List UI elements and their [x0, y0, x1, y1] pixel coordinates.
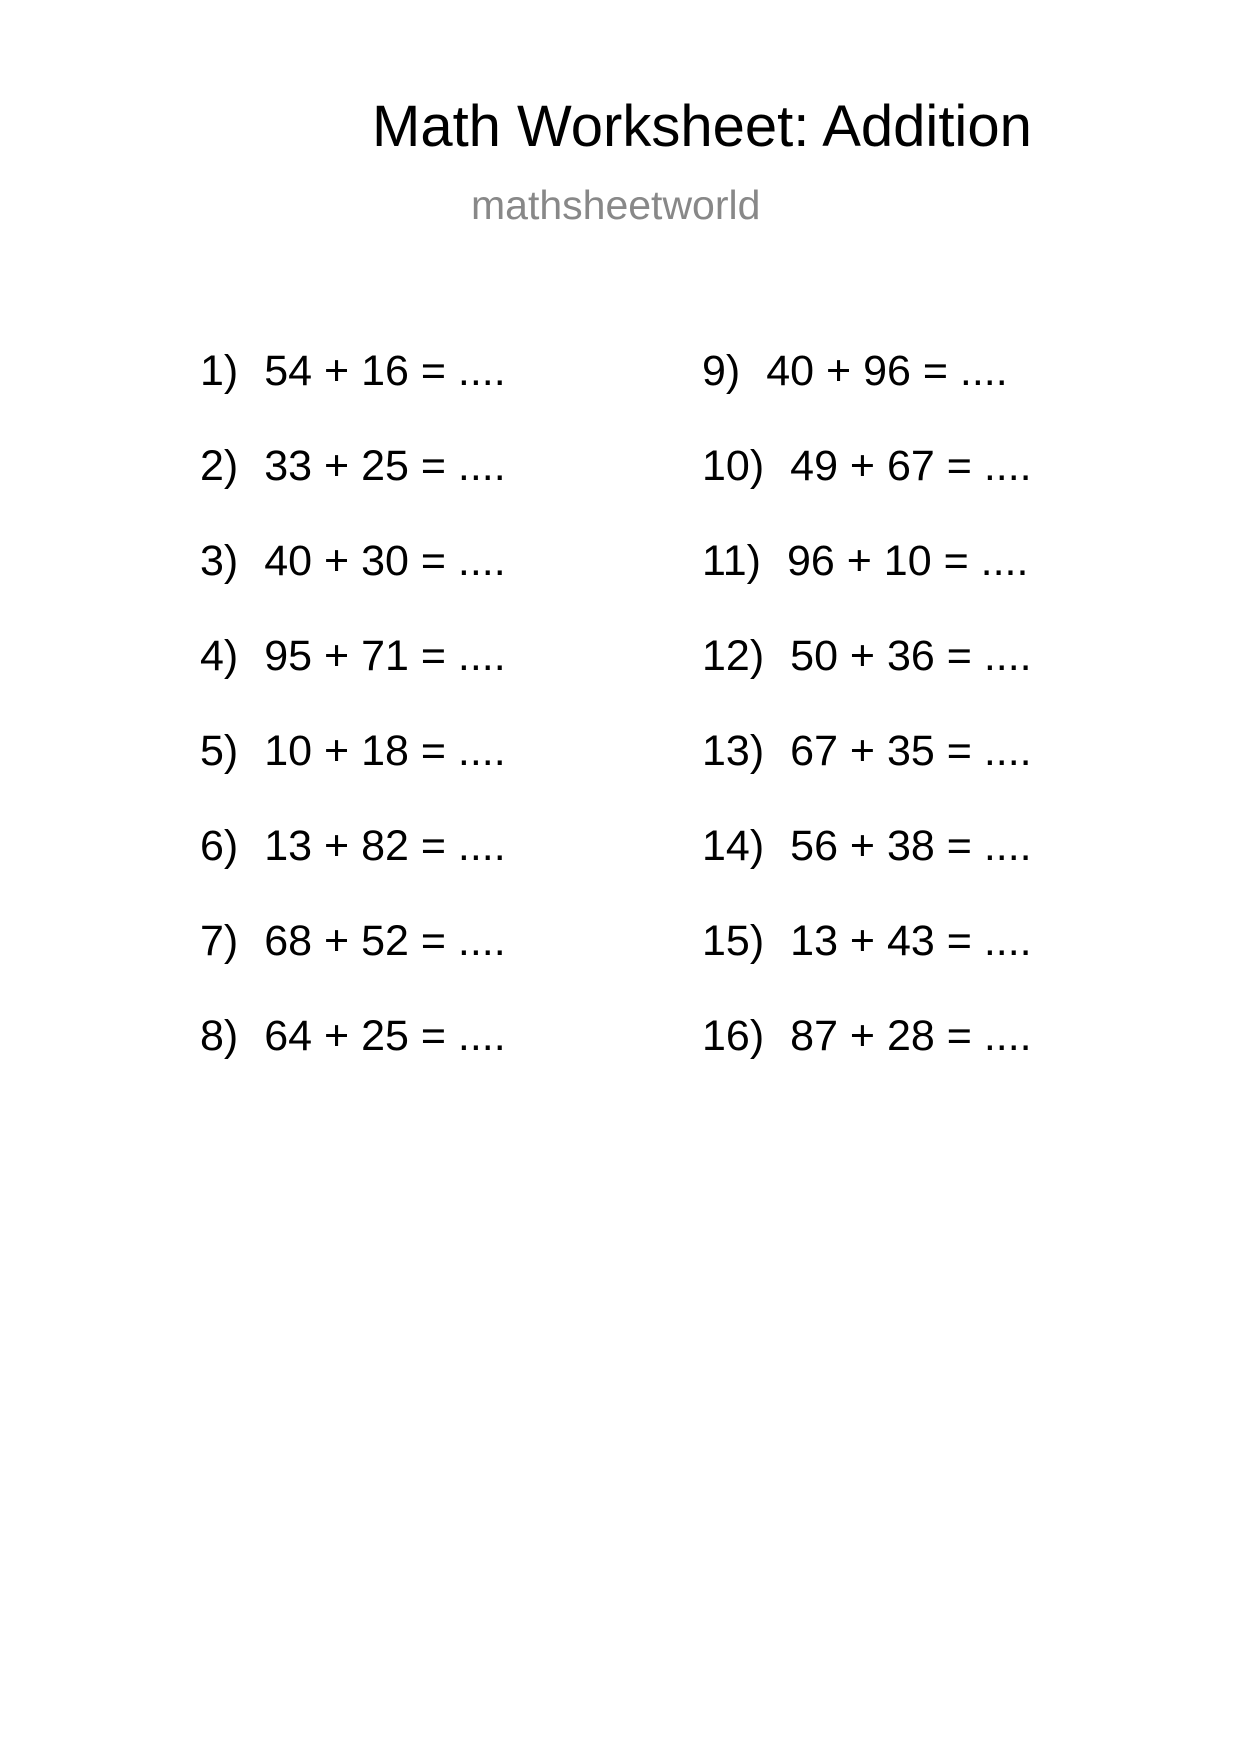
problem-expression: 40 + 30 = .... [264, 537, 506, 585]
problem-number: 11) [702, 537, 761, 585]
problem-item [702, 1012, 1122, 1110]
problem-expression: 13 + 43 = .... [790, 917, 1032, 965]
problem-expression: 33 + 25 = .... [264, 442, 506, 490]
problem-number: 13) [702, 727, 765, 775]
problem-item [702, 632, 1122, 730]
problem-number: 9) [702, 347, 741, 395]
problem-number: 15) [702, 917, 765, 965]
problem-item [702, 822, 1122, 920]
problems-column-right [702, 347, 1122, 1110]
problem-number: 12) [702, 632, 765, 680]
problem-expression: 40 + 96 = .... [766, 347, 1008, 395]
problem-number: 6) [200, 822, 239, 870]
problem-item [200, 917, 620, 1015]
problem-item [200, 1012, 620, 1110]
problem-expression: 10 + 18 = .... [264, 727, 506, 775]
problem-item [702, 537, 1122, 635]
problem-number: 1) [200, 347, 239, 395]
problem-item [702, 347, 1122, 445]
problem-number: 14) [702, 822, 765, 870]
problem-item [200, 632, 620, 730]
page-title: Math Worksheet: Addition [372, 94, 1032, 159]
problem-item [200, 822, 620, 920]
page-subtitle: mathsheetworld [471, 182, 761, 228]
problem-expression: 13 + 82 = .... [264, 822, 506, 870]
problem-item [702, 727, 1122, 825]
problem-item [200, 537, 620, 635]
problem-number: 10) [702, 442, 765, 490]
problem-item [200, 442, 620, 540]
problem-expression: 49 + 67 = .... [790, 442, 1032, 490]
problem-item [702, 917, 1122, 1015]
problem-expression: 54 + 16 = .... [264, 347, 506, 395]
problem-number: 2) [200, 442, 239, 490]
problem-number: 3) [200, 537, 239, 585]
problem-number: 7) [200, 917, 239, 965]
problem-item [200, 347, 620, 445]
problem-item [702, 442, 1122, 540]
problem-expression: 56 + 38 = .... [790, 822, 1032, 870]
problem-expression: 96 + 10 = .... [786, 537, 1029, 585]
problem-expression: 64 + 25 = .... [264, 1012, 506, 1060]
problem-item [200, 727, 620, 825]
problem-expression: 67 + 35 = .... [790, 727, 1032, 775]
problem-number: 4) [200, 632, 239, 680]
problem-number: 8) [200, 1012, 239, 1060]
problem-expression: 68 + 52 = .... [264, 917, 506, 965]
problem-expression: 50 + 36 = .... [790, 632, 1032, 680]
problem-expression: 87 + 28 = .... [790, 1012, 1032, 1060]
problem-number: 16) [702, 1012, 765, 1060]
problems-column-left [200, 347, 620, 1110]
problem-number: 5) [200, 727, 239, 775]
problem-expression: 95 + 71 = .... [264, 632, 506, 680]
